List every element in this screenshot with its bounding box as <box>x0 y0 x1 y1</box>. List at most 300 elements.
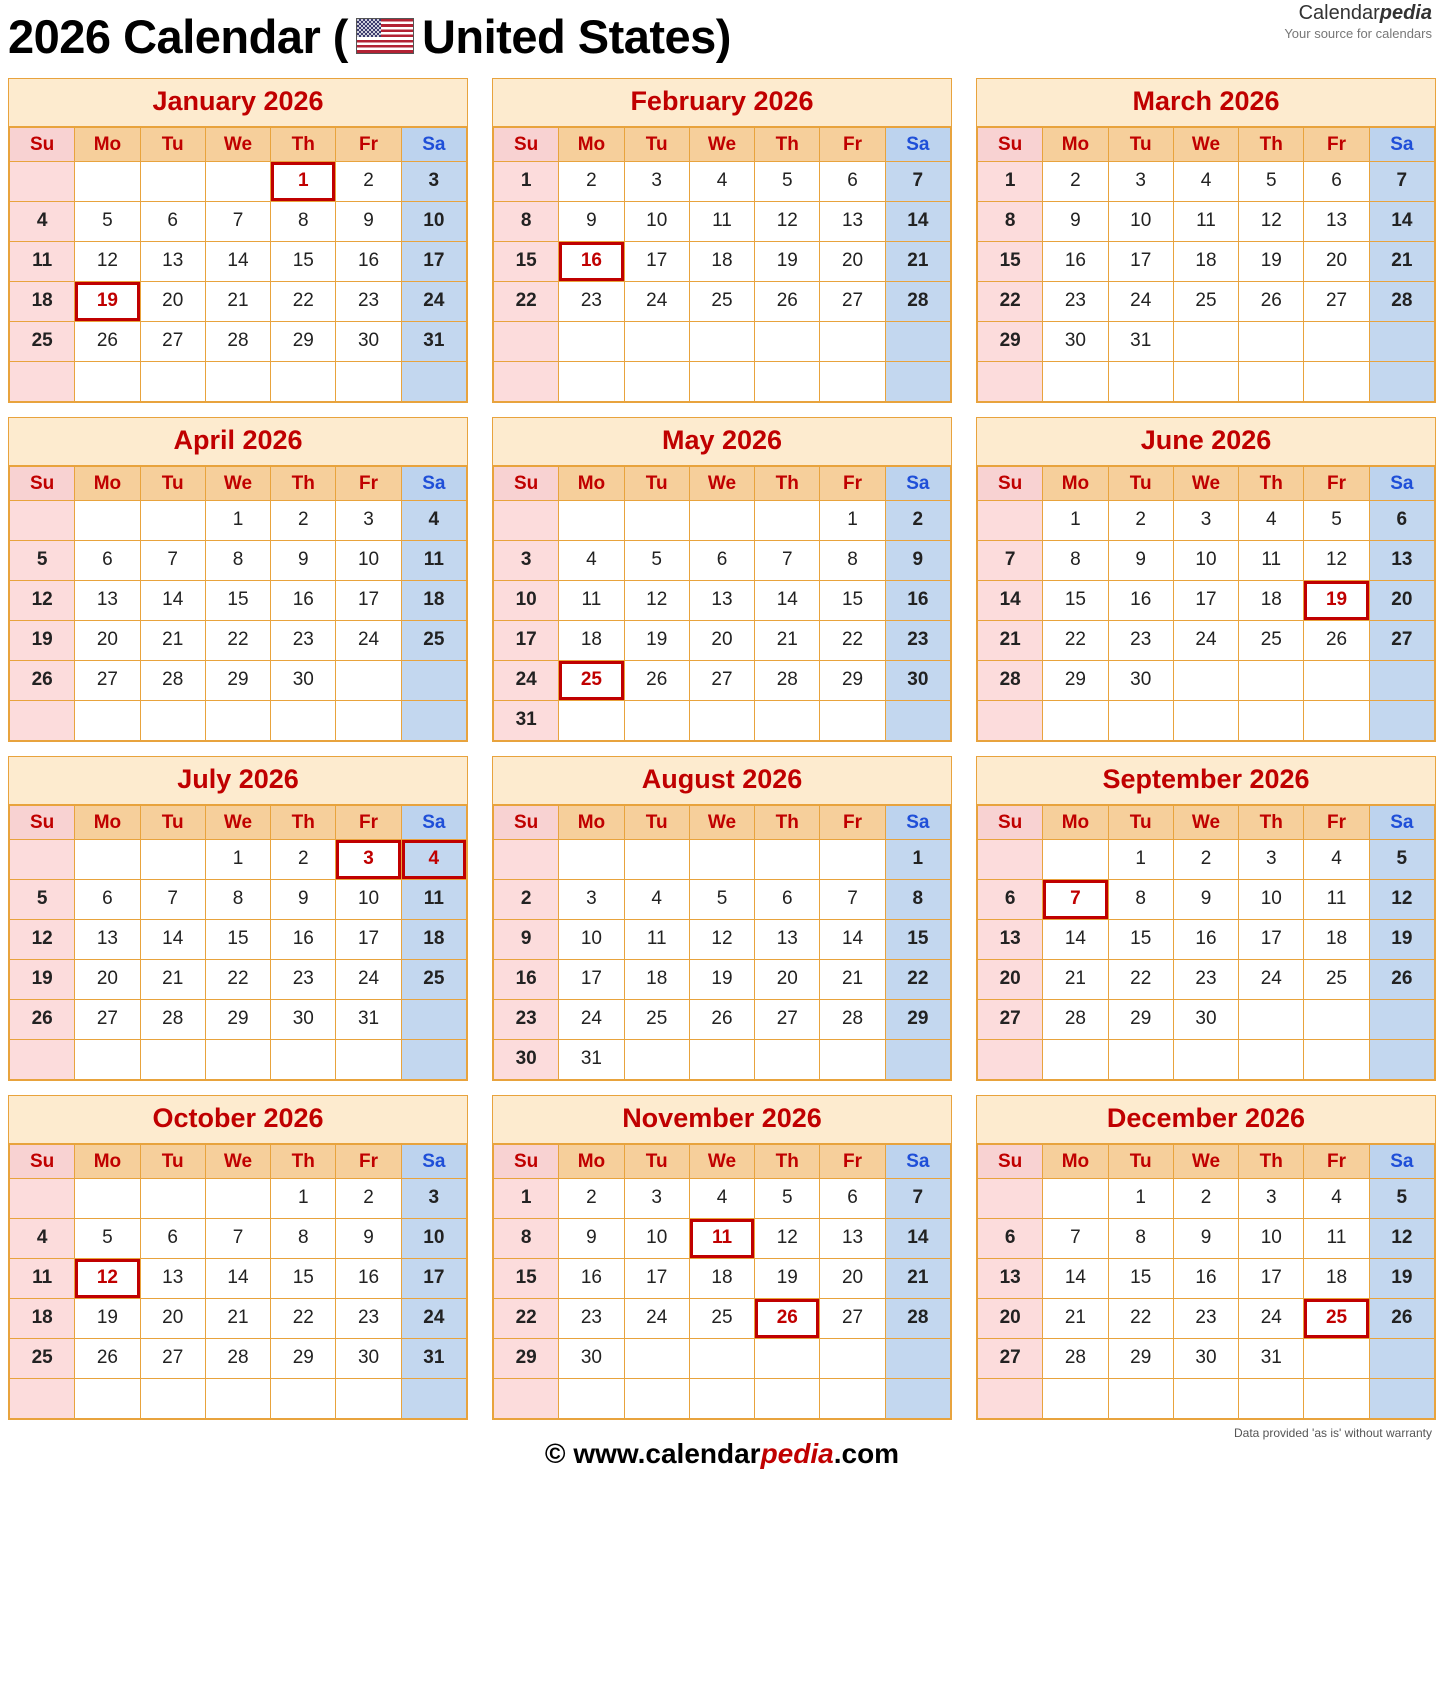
day-cell[interactable] <box>885 501 950 541</box>
day-cell[interactable] <box>559 202 624 242</box>
day-cell[interactable] <box>205 661 270 701</box>
day-cell[interactable] <box>205 541 270 581</box>
day-cell[interactable] <box>494 1040 559 1080</box>
day-cell[interactable] <box>559 242 624 282</box>
day-cell[interactable] <box>624 1299 689 1339</box>
day-cell[interactable] <box>336 960 401 1000</box>
day-cell[interactable] <box>755 1179 820 1219</box>
day-cell[interactable] <box>1173 1339 1238 1379</box>
day-cell[interactable] <box>1043 621 1108 661</box>
day-cell[interactable] <box>10 1259 75 1299</box>
day-cell[interactable] <box>820 581 885 621</box>
day-cell[interactable] <box>1369 880 1434 920</box>
day-cell[interactable] <box>1173 621 1238 661</box>
day-cell[interactable] <box>336 541 401 581</box>
day-cell[interactable] <box>75 1299 140 1339</box>
day-cell[interactable] <box>689 661 754 701</box>
day-cell[interactable] <box>1369 242 1434 282</box>
day-cell[interactable] <box>205 202 270 242</box>
day-cell[interactable] <box>1239 1179 1304 1219</box>
day-cell[interactable] <box>401 162 466 202</box>
day-cell[interactable] <box>624 920 689 960</box>
day-cell[interactable] <box>10 880 75 920</box>
day-cell[interactable] <box>820 880 885 920</box>
day-cell[interactable] <box>271 501 336 541</box>
day-cell[interactable] <box>1173 920 1238 960</box>
day-cell[interactable] <box>755 621 820 661</box>
day-cell[interactable] <box>755 242 820 282</box>
day-cell[interactable] <box>1173 242 1238 282</box>
day-cell[interactable] <box>1304 202 1369 242</box>
day-cell[interactable] <box>1173 1179 1238 1219</box>
day-cell[interactable] <box>1043 162 1108 202</box>
day-cell[interactable] <box>978 1299 1043 1339</box>
day-cell[interactable] <box>755 162 820 202</box>
day-cell[interactable] <box>820 960 885 1000</box>
day-cell[interactable] <box>978 1339 1043 1379</box>
day-cell[interactable] <box>494 1000 559 1040</box>
day-cell[interactable] <box>559 920 624 960</box>
day-cell[interactable] <box>75 242 140 282</box>
day-cell[interactable] <box>271 1259 336 1299</box>
day-cell[interactable] <box>271 960 336 1000</box>
day-cell[interactable] <box>1304 840 1369 880</box>
day-cell[interactable] <box>820 661 885 701</box>
day-cell[interactable] <box>559 581 624 621</box>
day-cell[interactable] <box>494 920 559 960</box>
day-cell[interactable] <box>205 920 270 960</box>
day-cell[interactable] <box>978 1219 1043 1259</box>
day-cell[interactable] <box>1108 1339 1173 1379</box>
day-cell[interactable] <box>978 960 1043 1000</box>
day-cell[interactable] <box>205 1259 270 1299</box>
day-cell[interactable] <box>1304 501 1369 541</box>
day-cell[interactable] <box>336 920 401 960</box>
day-cell[interactable] <box>75 282 140 322</box>
day-cell[interactable] <box>401 621 466 661</box>
day-cell[interactable] <box>1239 621 1304 661</box>
day-cell[interactable] <box>978 202 1043 242</box>
day-cell[interactable] <box>1239 880 1304 920</box>
day-cell[interactable] <box>820 1219 885 1259</box>
day-cell[interactable] <box>401 1179 466 1219</box>
day-cell[interactable] <box>75 541 140 581</box>
day-cell[interactable] <box>1043 1219 1108 1259</box>
day-cell[interactable] <box>140 621 205 661</box>
day-cell[interactable] <box>75 1000 140 1040</box>
day-cell[interactable] <box>205 1000 270 1040</box>
day-cell[interactable] <box>755 960 820 1000</box>
day-cell[interactable] <box>885 880 950 920</box>
day-cell[interactable] <box>1369 541 1434 581</box>
day-cell[interactable] <box>1108 960 1173 1000</box>
day-cell[interactable] <box>336 621 401 661</box>
day-cell[interactable] <box>336 581 401 621</box>
day-cell[interactable] <box>140 202 205 242</box>
day-cell[interactable] <box>624 541 689 581</box>
day-cell[interactable] <box>885 581 950 621</box>
day-cell[interactable] <box>205 581 270 621</box>
day-cell[interactable] <box>885 661 950 701</box>
day-cell[interactable] <box>1239 840 1304 880</box>
day-cell[interactable] <box>271 621 336 661</box>
day-cell[interactable] <box>494 162 559 202</box>
day-cell[interactable] <box>10 661 75 701</box>
day-cell[interactable] <box>624 1179 689 1219</box>
day-cell[interactable] <box>820 162 885 202</box>
day-cell[interactable] <box>75 581 140 621</box>
day-cell[interactable] <box>10 920 75 960</box>
day-cell[interactable] <box>140 1259 205 1299</box>
day-cell[interactable] <box>401 1299 466 1339</box>
day-cell[interactable] <box>820 1179 885 1219</box>
day-cell[interactable] <box>1304 581 1369 621</box>
day-cell[interactable] <box>885 282 950 322</box>
day-cell[interactable] <box>10 541 75 581</box>
day-cell[interactable] <box>494 541 559 581</box>
day-cell[interactable] <box>140 282 205 322</box>
day-cell[interactable] <box>401 322 466 362</box>
day-cell[interactable] <box>1043 581 1108 621</box>
day-cell[interactable] <box>401 202 466 242</box>
day-cell[interactable] <box>1173 1219 1238 1259</box>
day-cell[interactable] <box>271 840 336 880</box>
day-cell[interactable] <box>978 541 1043 581</box>
day-cell[interactable] <box>494 1259 559 1299</box>
day-cell[interactable] <box>624 202 689 242</box>
day-cell[interactable] <box>689 581 754 621</box>
day-cell[interactable] <box>1043 282 1108 322</box>
day-cell[interactable] <box>885 1219 950 1259</box>
day-cell[interactable] <box>140 1000 205 1040</box>
day-cell[interactable] <box>10 581 75 621</box>
day-cell[interactable] <box>755 1000 820 1040</box>
day-cell[interactable] <box>559 1000 624 1040</box>
day-cell[interactable] <box>885 840 950 880</box>
day-cell[interactable] <box>336 322 401 362</box>
day-cell[interactable] <box>689 1259 754 1299</box>
day-cell[interactable] <box>624 880 689 920</box>
day-cell[interactable] <box>401 501 466 541</box>
day-cell[interactable] <box>689 202 754 242</box>
day-cell[interactable] <box>10 1339 75 1379</box>
day-cell[interactable] <box>401 1259 466 1299</box>
day-cell[interactable] <box>755 880 820 920</box>
day-cell[interactable] <box>624 1259 689 1299</box>
day-cell[interactable] <box>140 1299 205 1339</box>
day-cell[interactable] <box>559 1219 624 1259</box>
day-cell[interactable] <box>755 581 820 621</box>
day-cell[interactable] <box>494 960 559 1000</box>
day-cell[interactable] <box>1239 920 1304 960</box>
day-cell[interactable] <box>1369 501 1434 541</box>
day-cell[interactable] <box>271 282 336 322</box>
day-cell[interactable] <box>1304 1179 1369 1219</box>
day-cell[interactable] <box>271 541 336 581</box>
day-cell[interactable] <box>205 880 270 920</box>
day-cell[interactable] <box>689 242 754 282</box>
day-cell[interactable] <box>1043 202 1108 242</box>
day-cell[interactable] <box>1043 1339 1108 1379</box>
day-cell[interactable] <box>755 1219 820 1259</box>
day-cell[interactable] <box>336 202 401 242</box>
day-cell[interactable] <box>624 661 689 701</box>
day-cell[interactable] <box>1043 242 1108 282</box>
day-cell[interactable] <box>336 282 401 322</box>
day-cell[interactable] <box>336 162 401 202</box>
day-cell[interactable] <box>624 242 689 282</box>
day-cell[interactable] <box>978 920 1043 960</box>
day-cell[interactable] <box>75 621 140 661</box>
day-cell[interactable] <box>820 1000 885 1040</box>
day-cell[interactable] <box>978 880 1043 920</box>
day-cell[interactable] <box>336 242 401 282</box>
day-cell[interactable] <box>1304 960 1369 1000</box>
day-cell[interactable] <box>205 501 270 541</box>
day-cell[interactable] <box>1239 1259 1304 1299</box>
day-cell[interactable] <box>205 621 270 661</box>
day-cell[interactable] <box>271 880 336 920</box>
day-cell[interactable] <box>205 282 270 322</box>
day-cell[interactable] <box>1239 581 1304 621</box>
day-cell[interactable] <box>1043 1000 1108 1040</box>
day-cell[interactable] <box>1304 880 1369 920</box>
day-cell[interactable] <box>494 581 559 621</box>
day-cell[interactable] <box>1108 1179 1173 1219</box>
day-cell[interactable] <box>1369 1219 1434 1259</box>
day-cell[interactable] <box>10 1000 75 1040</box>
day-cell[interactable] <box>885 1000 950 1040</box>
day-cell[interactable] <box>885 920 950 960</box>
day-cell[interactable] <box>1108 661 1173 701</box>
day-cell[interactable] <box>75 1259 140 1299</box>
day-cell[interactable] <box>336 1339 401 1379</box>
day-cell[interactable] <box>755 920 820 960</box>
day-cell[interactable] <box>401 920 466 960</box>
day-cell[interactable] <box>271 581 336 621</box>
day-cell[interactable] <box>559 1040 624 1080</box>
day-cell[interactable] <box>205 1219 270 1259</box>
day-cell[interactable] <box>1369 1299 1434 1339</box>
day-cell[interactable] <box>1173 541 1238 581</box>
day-cell[interactable] <box>140 920 205 960</box>
day-cell[interactable] <box>75 1339 140 1379</box>
day-cell[interactable] <box>336 840 401 880</box>
day-cell[interactable] <box>1108 202 1173 242</box>
day-cell[interactable] <box>1043 920 1108 960</box>
day-cell[interactable] <box>978 162 1043 202</box>
day-cell[interactable] <box>140 960 205 1000</box>
day-cell[interactable] <box>1239 1339 1304 1379</box>
day-cell[interactable] <box>336 1299 401 1339</box>
day-cell[interactable] <box>624 581 689 621</box>
day-cell[interactable] <box>1369 621 1434 661</box>
day-cell[interactable] <box>10 1299 75 1339</box>
day-cell[interactable] <box>885 1179 950 1219</box>
day-cell[interactable] <box>1043 541 1108 581</box>
day-cell[interactable] <box>140 581 205 621</box>
day-cell[interactable] <box>1304 282 1369 322</box>
day-cell[interactable] <box>978 1259 1043 1299</box>
day-cell[interactable] <box>1043 661 1108 701</box>
day-cell[interactable] <box>401 880 466 920</box>
day-cell[interactable] <box>75 880 140 920</box>
day-cell[interactable] <box>689 621 754 661</box>
day-cell[interactable] <box>401 242 466 282</box>
day-cell[interactable] <box>1108 581 1173 621</box>
day-cell[interactable] <box>205 1299 270 1339</box>
day-cell[interactable] <box>494 242 559 282</box>
day-cell[interactable] <box>401 960 466 1000</box>
day-cell[interactable] <box>689 541 754 581</box>
day-cell[interactable] <box>1173 162 1238 202</box>
day-cell[interactable] <box>10 242 75 282</box>
day-cell[interactable] <box>1239 1299 1304 1339</box>
day-cell[interactable] <box>140 661 205 701</box>
day-cell[interactable] <box>75 661 140 701</box>
day-cell[interactable] <box>205 1339 270 1379</box>
day-cell[interactable] <box>559 880 624 920</box>
day-cell[interactable] <box>1369 581 1434 621</box>
day-cell[interactable] <box>1304 162 1369 202</box>
day-cell[interactable] <box>271 1339 336 1379</box>
day-cell[interactable] <box>1108 840 1173 880</box>
day-cell[interactable] <box>336 1219 401 1259</box>
day-cell[interactable] <box>494 701 559 741</box>
day-cell[interactable] <box>1108 541 1173 581</box>
day-cell[interactable] <box>1369 840 1434 880</box>
day-cell[interactable] <box>401 1339 466 1379</box>
day-cell[interactable] <box>820 202 885 242</box>
day-cell[interactable] <box>1173 840 1238 880</box>
day-cell[interactable] <box>1173 1299 1238 1339</box>
day-cell[interactable] <box>1239 541 1304 581</box>
day-cell[interactable] <box>1108 880 1173 920</box>
day-cell[interactable] <box>205 840 270 880</box>
day-cell[interactable] <box>140 242 205 282</box>
day-cell[interactable] <box>1108 282 1173 322</box>
day-cell[interactable] <box>1304 920 1369 960</box>
day-cell[interactable] <box>1173 282 1238 322</box>
day-cell[interactable] <box>978 661 1043 701</box>
day-cell[interactable] <box>689 1000 754 1040</box>
day-cell[interactable] <box>1108 162 1173 202</box>
day-cell[interactable] <box>1173 1000 1238 1040</box>
day-cell[interactable] <box>10 621 75 661</box>
day-cell[interactable] <box>1043 1299 1108 1339</box>
day-cell[interactable] <box>1304 1299 1369 1339</box>
day-cell[interactable] <box>1239 960 1304 1000</box>
day-cell[interactable] <box>401 1219 466 1259</box>
day-cell[interactable] <box>1108 621 1173 661</box>
day-cell[interactable] <box>689 282 754 322</box>
day-cell[interactable] <box>1239 1219 1304 1259</box>
day-cell[interactable] <box>271 661 336 701</box>
day-cell[interactable] <box>689 960 754 1000</box>
day-cell[interactable] <box>559 661 624 701</box>
day-cell[interactable] <box>1173 581 1238 621</box>
day-cell[interactable] <box>494 880 559 920</box>
day-cell[interactable] <box>820 1299 885 1339</box>
day-cell[interactable] <box>1108 322 1173 362</box>
day-cell[interactable] <box>140 541 205 581</box>
day-cell[interactable] <box>559 1299 624 1339</box>
day-cell[interactable] <box>1304 242 1369 282</box>
day-cell[interactable] <box>271 202 336 242</box>
day-cell[interactable] <box>978 242 1043 282</box>
day-cell[interactable] <box>1173 202 1238 242</box>
day-cell[interactable] <box>401 581 466 621</box>
day-cell[interactable] <box>978 1000 1043 1040</box>
day-cell[interactable] <box>885 162 950 202</box>
day-cell[interactable] <box>10 202 75 242</box>
day-cell[interactable] <box>494 1339 559 1379</box>
day-cell[interactable] <box>885 541 950 581</box>
day-cell[interactable] <box>689 1299 754 1339</box>
day-cell[interactable] <box>401 541 466 581</box>
day-cell[interactable] <box>494 1179 559 1219</box>
day-cell[interactable] <box>624 282 689 322</box>
day-cell[interactable] <box>336 1000 401 1040</box>
day-cell[interactable] <box>689 920 754 960</box>
day-cell[interactable] <box>75 322 140 362</box>
day-cell[interactable] <box>205 322 270 362</box>
day-cell[interactable] <box>1369 960 1434 1000</box>
day-cell[interactable] <box>1239 162 1304 202</box>
day-cell[interactable] <box>885 621 950 661</box>
day-cell[interactable] <box>1108 1259 1173 1299</box>
day-cell[interactable] <box>10 322 75 362</box>
day-cell[interactable] <box>1369 162 1434 202</box>
day-cell[interactable] <box>10 1219 75 1259</box>
day-cell[interactable] <box>1173 501 1238 541</box>
day-cell[interactable] <box>205 242 270 282</box>
day-cell[interactable] <box>271 162 336 202</box>
day-cell[interactable] <box>885 960 950 1000</box>
day-cell[interactable] <box>978 621 1043 661</box>
day-cell[interactable] <box>336 1259 401 1299</box>
day-cell[interactable] <box>75 960 140 1000</box>
day-cell[interactable] <box>1173 1259 1238 1299</box>
day-cell[interactable] <box>10 960 75 1000</box>
day-cell[interactable] <box>494 202 559 242</box>
day-cell[interactable] <box>820 242 885 282</box>
day-cell[interactable] <box>559 1179 624 1219</box>
day-cell[interactable] <box>689 1219 754 1259</box>
day-cell[interactable] <box>401 282 466 322</box>
day-cell[interactable] <box>494 621 559 661</box>
day-cell[interactable] <box>1108 1219 1173 1259</box>
day-cell[interactable] <box>1173 960 1238 1000</box>
day-cell[interactable] <box>140 1219 205 1259</box>
day-cell[interactable] <box>624 1219 689 1259</box>
day-cell[interactable] <box>978 581 1043 621</box>
day-cell[interactable] <box>1239 202 1304 242</box>
day-cell[interactable] <box>559 1259 624 1299</box>
day-cell[interactable] <box>336 880 401 920</box>
day-cell[interactable] <box>336 501 401 541</box>
day-cell[interactable] <box>1369 1179 1434 1219</box>
day-cell[interactable] <box>140 322 205 362</box>
day-cell[interactable] <box>559 960 624 1000</box>
day-cell[interactable] <box>1304 541 1369 581</box>
day-cell[interactable] <box>559 162 624 202</box>
day-cell[interactable] <box>1108 501 1173 541</box>
day-cell[interactable] <box>559 541 624 581</box>
day-cell[interactable] <box>1108 242 1173 282</box>
day-cell[interactable] <box>885 1299 950 1339</box>
day-cell[interactable] <box>689 880 754 920</box>
